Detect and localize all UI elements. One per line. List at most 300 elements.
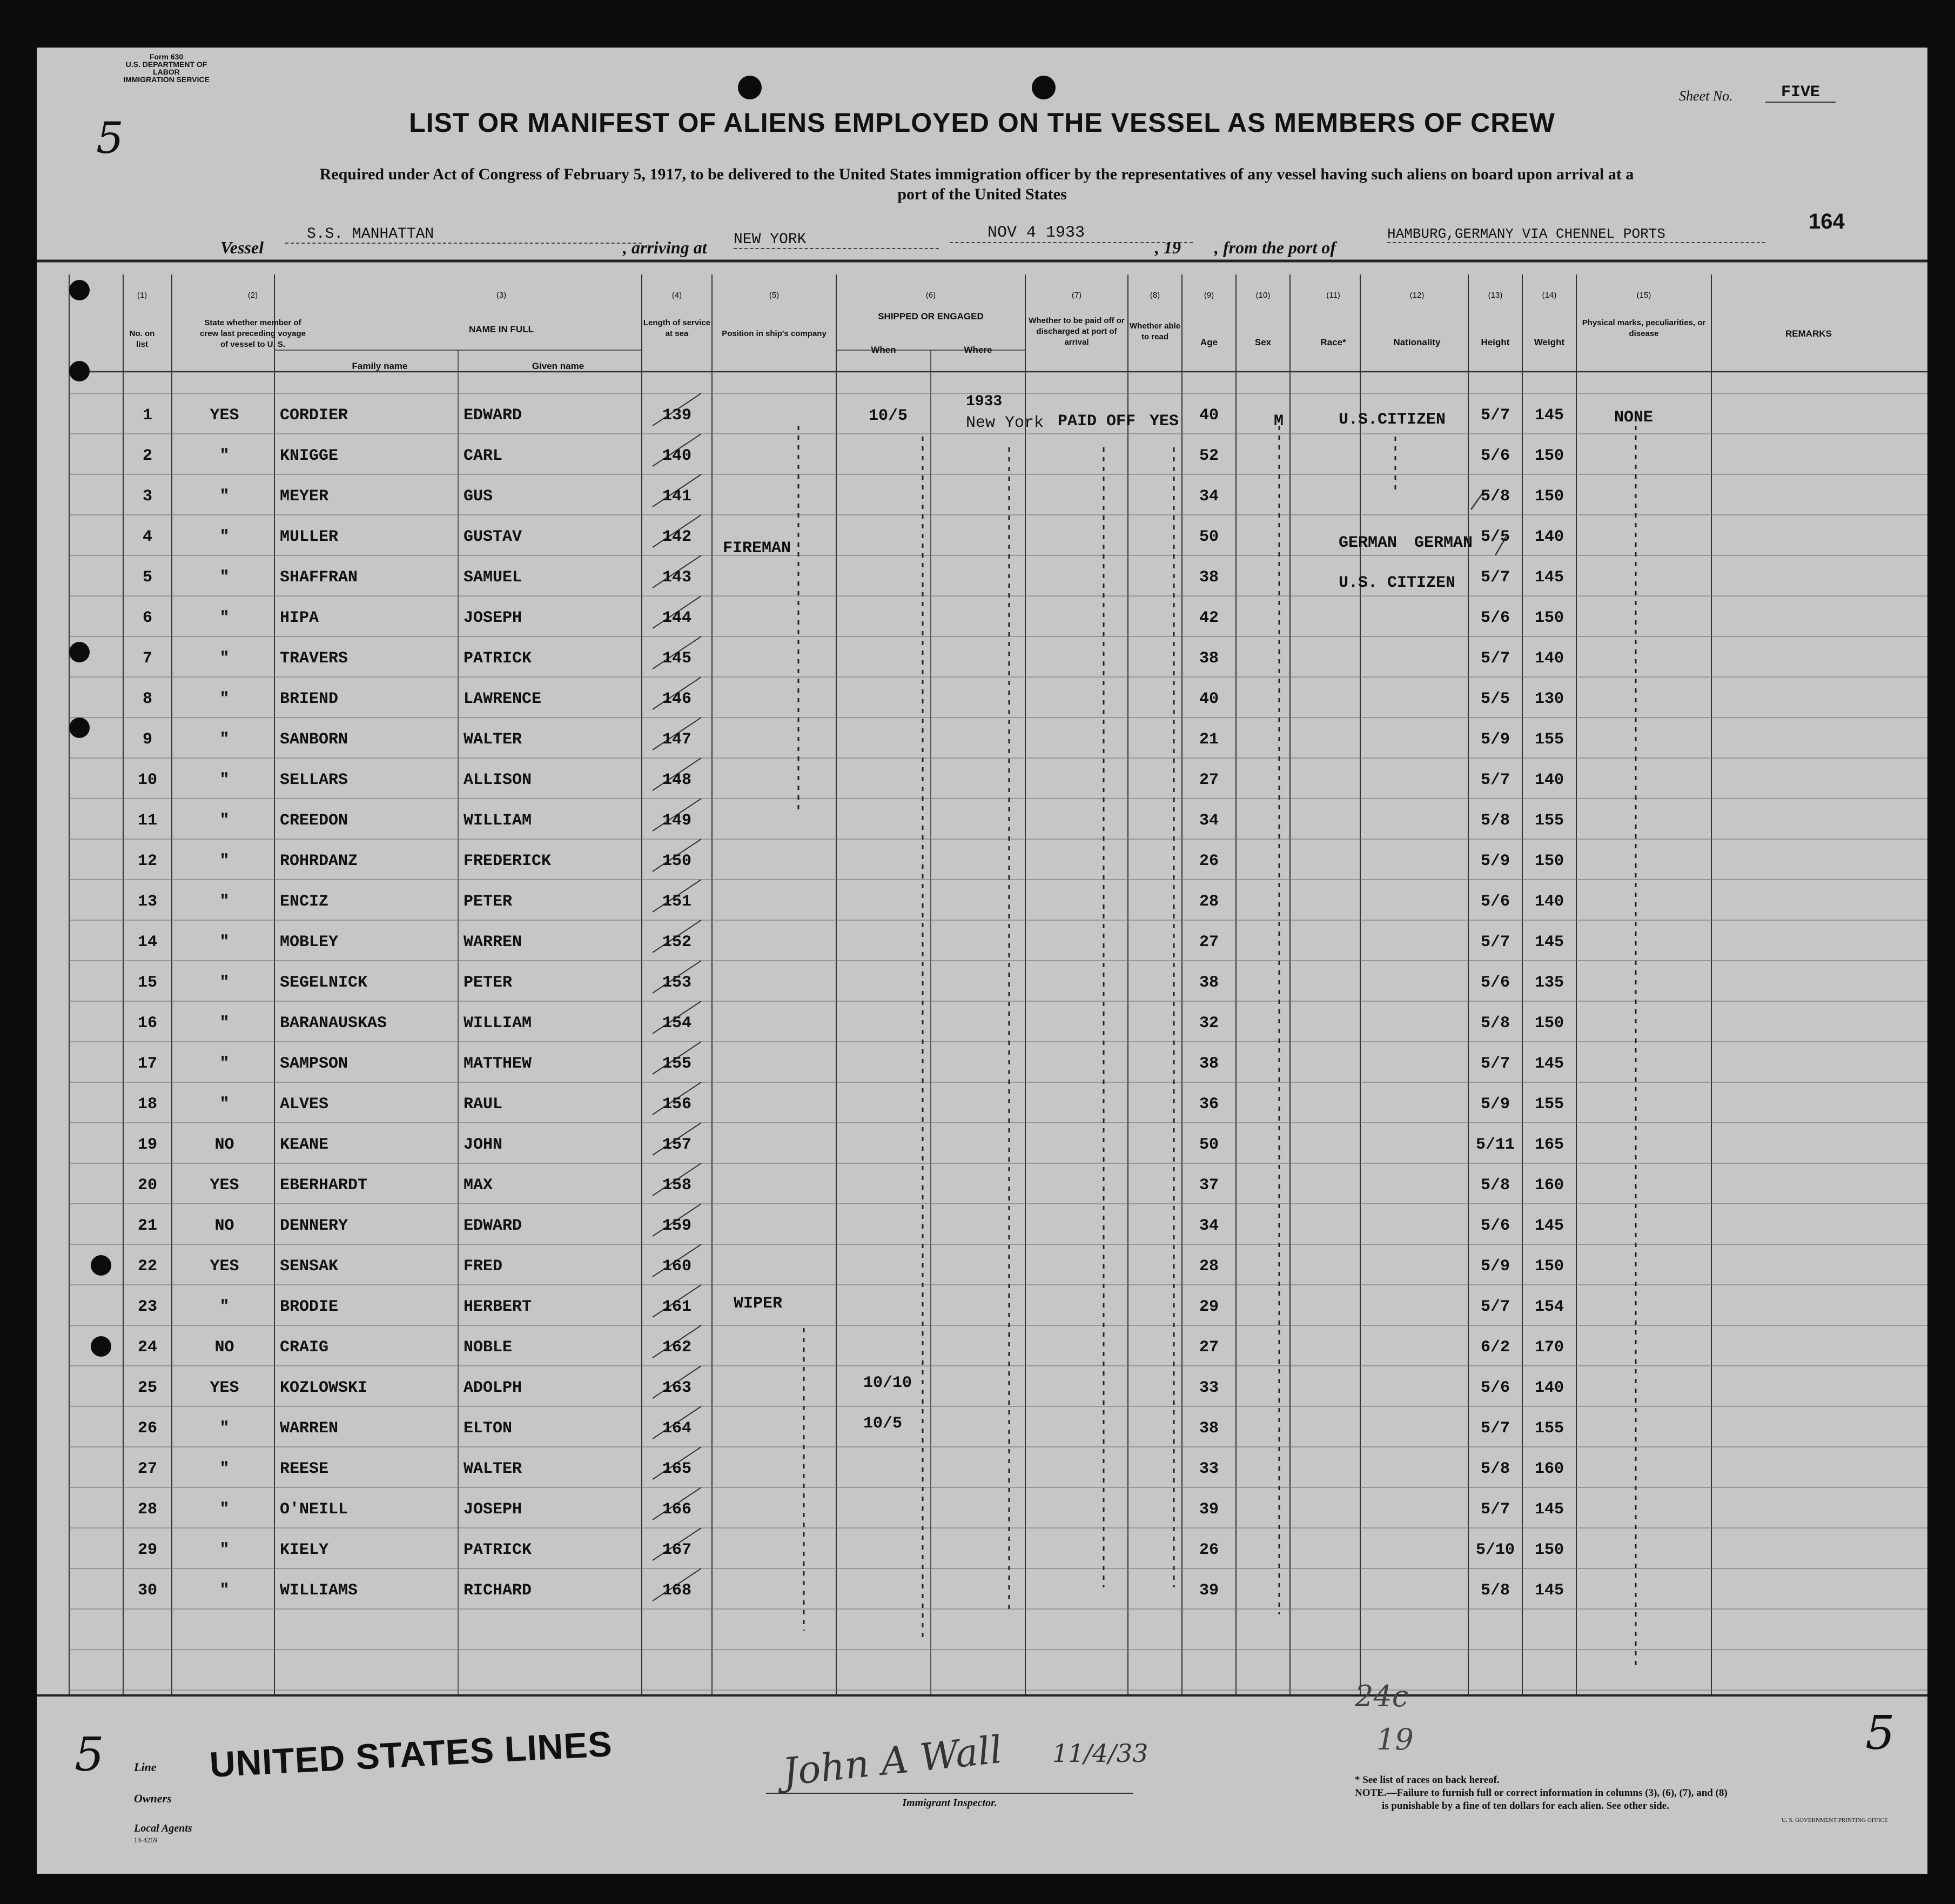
kozlowski-when: 10/5 <box>863 1414 903 1433</box>
age: 50 <box>1199 528 1219 546</box>
length-of-service: 162 <box>662 1338 691 1357</box>
weight: 145 <box>1534 1217 1564 1235</box>
header-race: Race* <box>1320 337 1346 347</box>
manifest-title: LIST OR MANIFEST OF ALIENS EMPLOYED ON THE VESSEL AS MEMBERS OF CREW <box>409 108 1555 138</box>
row-number: 9 <box>142 730 152 749</box>
age: 40 <box>1199 690 1219 708</box>
length-of-service: 141 <box>662 487 691 506</box>
length-of-service: 164 <box>662 1419 691 1438</box>
muller-position: FIREMAN <box>723 539 791 558</box>
prev-voyage: " <box>219 1419 230 1438</box>
age: 40 <box>1199 406 1219 425</box>
height: 5/9 <box>1480 730 1510 749</box>
prev-voyage: " <box>219 649 230 668</box>
prev-voyage: " <box>219 1541 230 1559</box>
agents-label: Local Agents <box>134 1822 192 1834</box>
length-of-service: 154 <box>662 1014 691 1033</box>
given-name: WILLIAM <box>463 812 532 830</box>
row-number: 24 <box>137 1338 157 1357</box>
punch-hole <box>69 642 90 662</box>
weight: 160 <box>1534 1176 1564 1195</box>
printer-mark: U. S. GOVERNMENT PRINTING OFFICE <box>1782 1817 1888 1823</box>
age: 39 <box>1199 1581 1219 1600</box>
prev-voyage: " <box>219 852 230 870</box>
weight: 160 <box>1534 1460 1564 1478</box>
colnum-11: (11) <box>1326 291 1340 300</box>
prev-voyage: " <box>219 690 230 708</box>
row-number: 13 <box>137 893 157 911</box>
height: 5/8 <box>1480 812 1510 830</box>
given-name: WILLIAM <box>463 1014 532 1033</box>
family-name: BARANAUSKAS <box>280 1014 387 1033</box>
length-of-service: 146 <box>662 690 691 708</box>
length-of-service: 143 <box>662 568 691 587</box>
row-number: 21 <box>137 1217 157 1235</box>
family-name: KNIGGE <box>280 447 339 465</box>
weight: 155 <box>1534 1419 1564 1438</box>
weight: 145 <box>1534 1581 1564 1600</box>
header-given-name: Given name <box>532 361 585 371</box>
length-of-service: 151 <box>662 893 691 911</box>
row1-paid-off: PAID OFF <box>1058 412 1136 431</box>
given-name: HERBERT <box>463 1298 532 1316</box>
weight: 145 <box>1534 1500 1564 1519</box>
muller-nationality: GERMAN <box>1414 534 1473 552</box>
age: 26 <box>1199 852 1219 870</box>
height: 5/7 <box>1480 1055 1510 1073</box>
height: 5/6 <box>1480 893 1510 911</box>
given-name: CARL <box>463 447 503 465</box>
age: 28 <box>1199 1257 1219 1276</box>
row-number: 12 <box>137 852 157 870</box>
prev-voyage: " <box>219 893 230 911</box>
given-name: FREDERICK <box>463 852 552 870</box>
department-name: U.S. DEPARTMENT OF LABOR <box>125 60 207 76</box>
age: 27 <box>1199 1338 1219 1357</box>
weight: 140 <box>1534 528 1564 546</box>
weight: 135 <box>1534 974 1564 992</box>
header-remarks: REMARKS <box>1785 328 1832 339</box>
given-name: WARREN <box>463 933 522 951</box>
colnum-7: (7) <box>1071 291 1082 300</box>
row-number: 3 <box>142 487 152 506</box>
colnum-2: (2) <box>247 291 258 300</box>
length-of-service: 163 <box>662 1379 691 1397</box>
header-nationality: Nationality <box>1393 337 1441 347</box>
prev-voyage: " <box>219 1460 230 1478</box>
given-name: EDWARD <box>463 406 522 425</box>
colnum-10: (10) <box>1255 291 1271 300</box>
length-of-service: 155 <box>662 1055 691 1073</box>
prev-voyage: YES <box>210 1176 239 1195</box>
row-number: 16 <box>137 1014 157 1033</box>
header-paid-off: Whether to be paid off or discharged at port of arrival <box>1029 316 1125 347</box>
header-physical-marks: Physical marks, peculiarities, or disease <box>1582 318 1706 338</box>
age: 38 <box>1199 974 1219 992</box>
family-name: SAMPSON <box>280 1055 348 1073</box>
family-name: KOZLOWSKI <box>280 1379 368 1397</box>
sheet-label: Sheet No. <box>1679 88 1733 104</box>
age: 34 <box>1199 812 1219 830</box>
given-name: GUS <box>463 487 493 506</box>
given-name: EDWARD <box>463 1217 522 1235</box>
punch-hole <box>69 361 90 381</box>
punch-hole <box>69 280 90 300</box>
length-of-service: 161 <box>662 1298 691 1316</box>
given-name: PETER <box>463 974 513 992</box>
family-name: REESE <box>280 1460 329 1478</box>
sensak-position: WIPER <box>734 1295 783 1313</box>
length-of-service: 145 <box>662 649 691 668</box>
age: 33 <box>1199 1379 1219 1397</box>
prev-voyage: YES <box>210 1257 239 1276</box>
given-name: PATRICK <box>463 649 532 668</box>
vessel-label: Vessel <box>220 238 264 257</box>
given-name: ELTON <box>463 1419 513 1438</box>
row1-year-note: 1933 <box>966 393 1003 410</box>
family-name: WILLIAMS <box>280 1581 358 1600</box>
row-number: 5 <box>142 568 152 587</box>
prev-voyage: " <box>219 1095 230 1114</box>
height: 5/9 <box>1480 852 1510 870</box>
header-able-read: Whether able to read <box>1129 321 1181 341</box>
family-name: SANBORN <box>280 730 348 749</box>
line-label: Line <box>134 1760 157 1774</box>
weight: 145 <box>1534 933 1564 951</box>
height: 5/6 <box>1480 1379 1510 1397</box>
given-name: RAUL <box>463 1095 503 1114</box>
colnum-12: (12) <box>1409 291 1425 300</box>
arrival-date: NOV 4 1933 <box>950 224 1193 243</box>
family-name: KIELY <box>280 1541 329 1559</box>
height: 5/7 <box>1480 1419 1510 1438</box>
manifest-subtitle-line-1: Required under Act of Congress of February 5, 1917, to be delivered to the United States immigration officer by the representatives of any vessel having such aliens on board upon arrival at a <box>319 165 1634 183</box>
length-of-service: 168 <box>662 1581 691 1600</box>
footnote-penalty-2: is punishable by a fine of ten dollars for each alien. See other side. <box>1382 1800 1669 1812</box>
length-of-service: 149 <box>662 812 691 830</box>
given-name: ADOLPH <box>463 1379 522 1397</box>
weight: 155 <box>1534 1095 1564 1114</box>
craig-when: 10/10 <box>863 1374 912 1392</box>
length-of-service: 158 <box>662 1176 691 1195</box>
colnum-4: (4) <box>671 291 682 300</box>
age: 36 <box>1199 1095 1219 1114</box>
shaffran-race: U.S. CITIZEN <box>1339 574 1456 592</box>
header-position: Position in ship's company <box>722 329 827 338</box>
handwritten-mark-2: 19 <box>1376 1722 1414 1756</box>
age: 52 <box>1199 447 1219 465</box>
age: 38 <box>1199 1055 1219 1073</box>
footnote-races: * See list of races on back hereof. <box>1355 1774 1500 1786</box>
age: 39 <box>1199 1500 1219 1519</box>
colnum-6: (6) <box>925 291 936 300</box>
manifest-subtitle-line-2: port of the United States <box>897 185 1067 203</box>
weight: 150 <box>1534 609 1564 627</box>
weight: 154 <box>1534 1298 1564 1316</box>
age: 27 <box>1199 933 1219 951</box>
weight: 155 <box>1534 730 1564 749</box>
prev-voyage: " <box>219 528 230 546</box>
weight: 140 <box>1534 893 1564 911</box>
colnum-8: (8) <box>1150 291 1160 300</box>
weight: 145 <box>1534 406 1564 425</box>
signature-date: 11/4/33 <box>1052 1739 1148 1768</box>
family-name: CRAIG <box>280 1338 329 1357</box>
given-name: JOSEPH <box>463 1500 522 1519</box>
prev-voyage: " <box>219 609 230 627</box>
colnum-9: (9) <box>1204 291 1214 300</box>
age: 37 <box>1199 1176 1219 1195</box>
family-name: ALVES <box>280 1095 329 1114</box>
length-of-service: 139 <box>662 406 691 425</box>
height: 5/6 <box>1480 447 1510 465</box>
height: 5/8 <box>1480 1014 1510 1033</box>
height: 5/7 <box>1480 771 1510 789</box>
prev-voyage: NO <box>214 1338 234 1357</box>
prev-voyage: " <box>219 812 230 830</box>
height: 5/6 <box>1480 609 1510 627</box>
weight: 150 <box>1534 487 1564 506</box>
height: 5/11 <box>1475 1136 1515 1154</box>
row-number: 11 <box>137 812 157 830</box>
family-name: SEGELNICK <box>280 974 368 992</box>
year-label: , 19 <box>1155 238 1181 257</box>
family-name: TRAVERS <box>280 649 348 668</box>
from-port: HAMBURG,GERMANY VIA CHENNEL PORTS <box>1387 226 1765 243</box>
height: 5/7 <box>1480 406 1510 425</box>
weight: 145 <box>1534 1055 1564 1073</box>
height: 5/8 <box>1480 487 1510 506</box>
height: 5/7 <box>1480 568 1510 587</box>
row-number: 27 <box>137 1460 157 1478</box>
colnum-15: (15) <box>1636 291 1651 300</box>
row-number: 14 <box>137 933 157 951</box>
age: 34 <box>1199 1217 1219 1235</box>
row-number: 1 <box>142 406 152 425</box>
row-number: 20 <box>137 1176 157 1195</box>
age: 26 <box>1199 1541 1219 1559</box>
manifest-sheet <box>37 48 1927 1874</box>
height: 6/2 <box>1480 1338 1510 1357</box>
height: 5/8 <box>1480 1176 1510 1195</box>
prev-voyage: " <box>219 730 230 749</box>
row-number: 18 <box>137 1095 157 1114</box>
family-name: SHAFFRAN <box>280 568 358 587</box>
prev-voyage: " <box>219 568 230 587</box>
colnum-14: (14) <box>1542 291 1557 300</box>
prev-voyage: " <box>219 1500 230 1519</box>
punch-hole <box>91 1255 111 1276</box>
length-of-service: 140 <box>662 447 691 465</box>
row1-sex: M <box>1274 412 1284 431</box>
weight: 140 <box>1534 1379 1564 1397</box>
owner-stamp: UNITED STATES LINES <box>209 1723 614 1785</box>
prev-voyage: " <box>219 487 230 506</box>
length-of-service: 152 <box>662 933 691 951</box>
weight: 150 <box>1534 447 1564 465</box>
header-length-service: Length of service at sea <box>643 318 711 338</box>
header-family-name: Family name <box>352 361 408 371</box>
family-name: O'NEILL <box>280 1500 348 1519</box>
family-name: ROHRDANZ <box>280 852 358 870</box>
weight: 150 <box>1534 852 1564 870</box>
sheet-number: FIVE <box>1765 83 1836 103</box>
owners-label: Owners <box>134 1792 172 1805</box>
inspector-label: Immigrant Inspector. <box>902 1797 997 1809</box>
age: 21 <box>1199 730 1219 749</box>
row-number: 10 <box>137 771 157 789</box>
family-name: MEYER <box>280 487 329 506</box>
family-name: CREEDON <box>280 812 348 830</box>
prev-voyage: " <box>219 974 230 992</box>
weight: 170 <box>1534 1338 1564 1357</box>
family-name: CORDIER <box>280 406 348 425</box>
muller-race: GERMAN <box>1339 534 1398 552</box>
length-of-service: 165 <box>662 1460 691 1478</box>
weight: 150 <box>1534 1257 1564 1276</box>
weight: 150 <box>1534 1541 1564 1559</box>
row-number: 8 <box>142 690 152 708</box>
header-age: Age <box>1200 337 1218 347</box>
age: 38 <box>1199 1419 1219 1438</box>
weight: 140 <box>1534 649 1564 668</box>
header-shipped-engaged: SHIPPED OR ENGAGED <box>878 311 984 321</box>
header-sex: Sex <box>1254 337 1272 347</box>
row1-able-read: YES <box>1150 412 1179 431</box>
prev-voyage: " <box>219 447 230 465</box>
length-of-service: 167 <box>662 1541 691 1559</box>
row-number: 30 <box>137 1581 157 1600</box>
handwritten-mark-1: 24c <box>1355 1679 1408 1713</box>
colnum-5: (5) <box>769 291 780 300</box>
arriving-port: NEW YORK <box>734 231 939 249</box>
age: 29 <box>1199 1298 1219 1316</box>
given-name: LAWRENCE <box>463 690 542 708</box>
family-name: ENCIZ <box>280 893 329 911</box>
given-name: RICHARD <box>463 1581 532 1600</box>
prev-voyage: " <box>219 1298 230 1316</box>
punch-hole <box>91 1336 111 1357</box>
given-name: MAX <box>463 1176 493 1195</box>
family-name: SENSAK <box>280 1257 339 1276</box>
row1-when: 10/5 <box>869 407 908 425</box>
given-name: WALTER <box>463 730 522 749</box>
length-of-service: 156 <box>662 1095 691 1114</box>
given-name: GUSTAV <box>463 528 522 546</box>
family-name: HIPA <box>280 609 319 627</box>
punch-hole <box>69 718 90 738</box>
height: 5/5 <box>1480 690 1510 708</box>
handwritten-five-right: 5 <box>1865 1706 1895 1760</box>
family-name: EBERHARDT <box>280 1176 368 1195</box>
service-name: IMMIGRATION SERVICE <box>123 75 210 84</box>
length-of-service: 144 <box>662 609 691 627</box>
row-number: 22 <box>137 1257 157 1276</box>
given-name: PATRICK <box>463 1541 532 1559</box>
row-number: 26 <box>137 1419 157 1438</box>
length-of-service: 150 <box>662 852 691 870</box>
form-number: Form 630 <box>149 52 184 61</box>
age: 42 <box>1199 609 1219 627</box>
height: 5/9 <box>1480 1257 1510 1276</box>
header-name-in-full: NAME IN FULL <box>469 324 534 334</box>
weight: 155 <box>1534 812 1564 830</box>
prev-voyage: YES <box>210 406 239 425</box>
family-name: DENNERY <box>280 1217 348 1235</box>
footnote-penalty-1: NOTE.—Failure to furnish full or correct information in columns (3), (6), (7), and (8) <box>1355 1787 1728 1799</box>
age: 38 <box>1199 568 1219 587</box>
given-name: PETER <box>463 893 513 911</box>
height: 5/6 <box>1480 1217 1510 1235</box>
given-name: MATTHEW <box>463 1055 532 1073</box>
length-of-service: 148 <box>662 771 691 789</box>
row1-race: U.S.CITIZEN <box>1339 411 1446 429</box>
age: 27 <box>1199 771 1219 789</box>
weight: 140 <box>1534 771 1564 789</box>
given-name: ALLISON <box>463 771 532 789</box>
row-number: 25 <box>137 1379 157 1397</box>
colnum-3: (3) <box>496 291 507 300</box>
given-name: JOHN <box>463 1136 503 1154</box>
row-number: 19 <box>137 1136 157 1154</box>
handwritten-five-left: 5 <box>75 1728 104 1782</box>
height: 5/7 <box>1480 1500 1510 1519</box>
inspector-signature: John A Wall <box>780 1727 1004 1795</box>
family-name: BRIEND <box>280 690 339 708</box>
header-weight: Weight <box>1534 337 1565 347</box>
row-number: 17 <box>137 1055 157 1073</box>
given-name: FRED <box>463 1257 503 1276</box>
header-state-whether: State whether member of crew last preceding voyage of vessel to U. S. <box>200 318 306 349</box>
length-of-service: 160 <box>662 1257 691 1276</box>
row-number: 2 <box>142 447 152 465</box>
length-of-service: 166 <box>662 1500 691 1519</box>
family-name: SELLARS <box>280 771 348 789</box>
age: 38 <box>1199 649 1219 668</box>
length-of-service: 159 <box>662 1217 691 1235</box>
height: 5/6 <box>1480 974 1510 992</box>
given-name: SAMUEL <box>463 568 522 587</box>
row-number: 6 <box>142 609 152 627</box>
row-number: 15 <box>137 974 157 992</box>
header-where: Where <box>964 345 992 355</box>
family-name: MOBLEY <box>280 933 339 951</box>
family-name: MULLER <box>280 528 339 546</box>
height: 5/8 <box>1480 1460 1510 1478</box>
prev-voyage: NO <box>214 1136 234 1154</box>
arriving-label: , arriving at <box>623 238 707 257</box>
family-name: WARREN <box>280 1419 339 1438</box>
length-of-service: 147 <box>662 730 691 749</box>
height: 5/5 <box>1480 528 1510 546</box>
prev-voyage: YES <box>210 1379 239 1397</box>
weight: 145 <box>1534 568 1564 587</box>
age: 34 <box>1199 487 1219 506</box>
height: 5/8 <box>1480 1581 1510 1600</box>
prev-voyage: " <box>219 1055 230 1073</box>
prev-voyage: " <box>219 1014 230 1033</box>
weight: 165 <box>1534 1136 1564 1154</box>
prev-voyage: " <box>219 771 230 789</box>
weight: 130 <box>1534 690 1564 708</box>
colnum-13: (13) <box>1488 291 1503 300</box>
from-port-label: , from the port of <box>1214 238 1336 257</box>
height: 5/9 <box>1480 1095 1510 1114</box>
colnum-1: (1) <box>137 291 147 300</box>
agents-code: 14-4269 <box>134 1836 158 1844</box>
row-number: 28 <box>137 1500 157 1519</box>
given-name: WALTER <box>463 1460 522 1478</box>
